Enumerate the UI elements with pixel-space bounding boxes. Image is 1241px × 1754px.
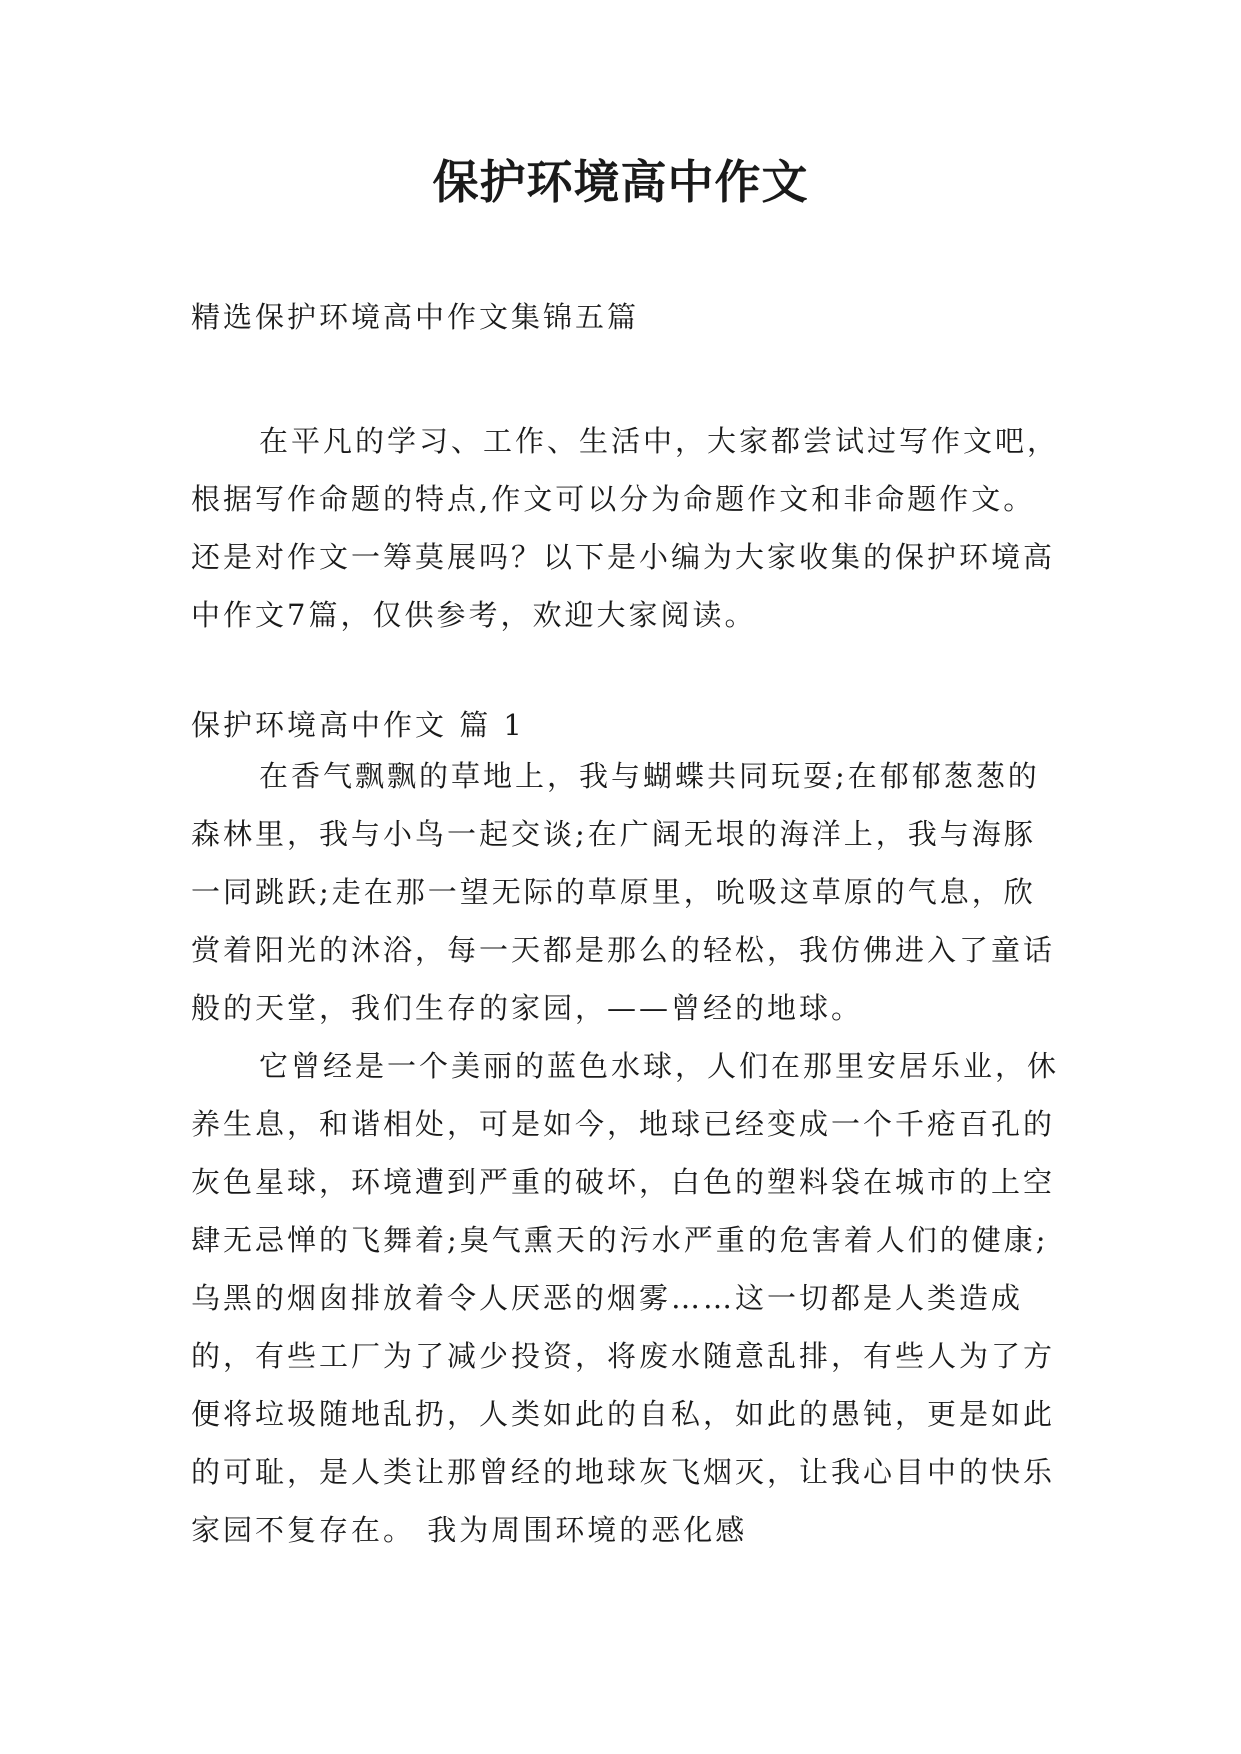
body-paragraph: 在香气飘飘的草地上，我与蝴蝶共同玩耍;在郁郁葱葱的森林里，我与小鸟一起交谈;在广阔无垠的海洋上，我与海豚一同跳跃;走在那一望无际的草原里，吮吸这草原的气息，欣赏着阳光的沐浴，每一天都是那么的轻松，我仿佛进入了童话般的天堂，我们生存的家园，——曾经的地球。 — [191, 759, 1056, 1025]
intro-paragraph: 在平凡的学习、工作、生活中，大家都尝试过写作文吧，根据写作命题的特点,作文可以分为命题作文和非命题作文。还是对作文一筹莫展吗？以下是小编为大家收集的保护环境高中作文7篇，仅供参考，欢迎大家阅读。 — [191, 424, 1060, 632]
section-body — [191, 747, 1066, 1559]
document-title: 保护环境高中作文 — [432, 155, 809, 209]
document-subtitle: 精选保护环境高中作文集锦五篇 — [191, 300, 640, 334]
section-heading: 保护环境高中作文 篇 1 — [191, 708, 525, 742]
body-paragraph: 它曾经是一个美丽的蓝色水球，人们在那里安居乐业，休养生息，和谐相处，可是如今，地球已经变成一个千疮百孔的灰色星球，环境遭到严重的破坏，白色的塑料袋在城市的上空肆无忌惮的飞舞着;臭气熏天的污水严重的危害着人们的健康;乌黑的烟囱排放着令人厌恶的烟雾……这一切都是人类造成的，有些工厂为了减少投资，将废水随意乱排，有些人为了方便将垃圾随地乱扔，人类如此的自私，如此的愚钝，更是如此的可耻，是人类让那曾经的地球灰飞烟灭，让我心目中的快乐家园不复存在。 我为周围环境的恶化感 — [191, 1049, 1060, 1547]
